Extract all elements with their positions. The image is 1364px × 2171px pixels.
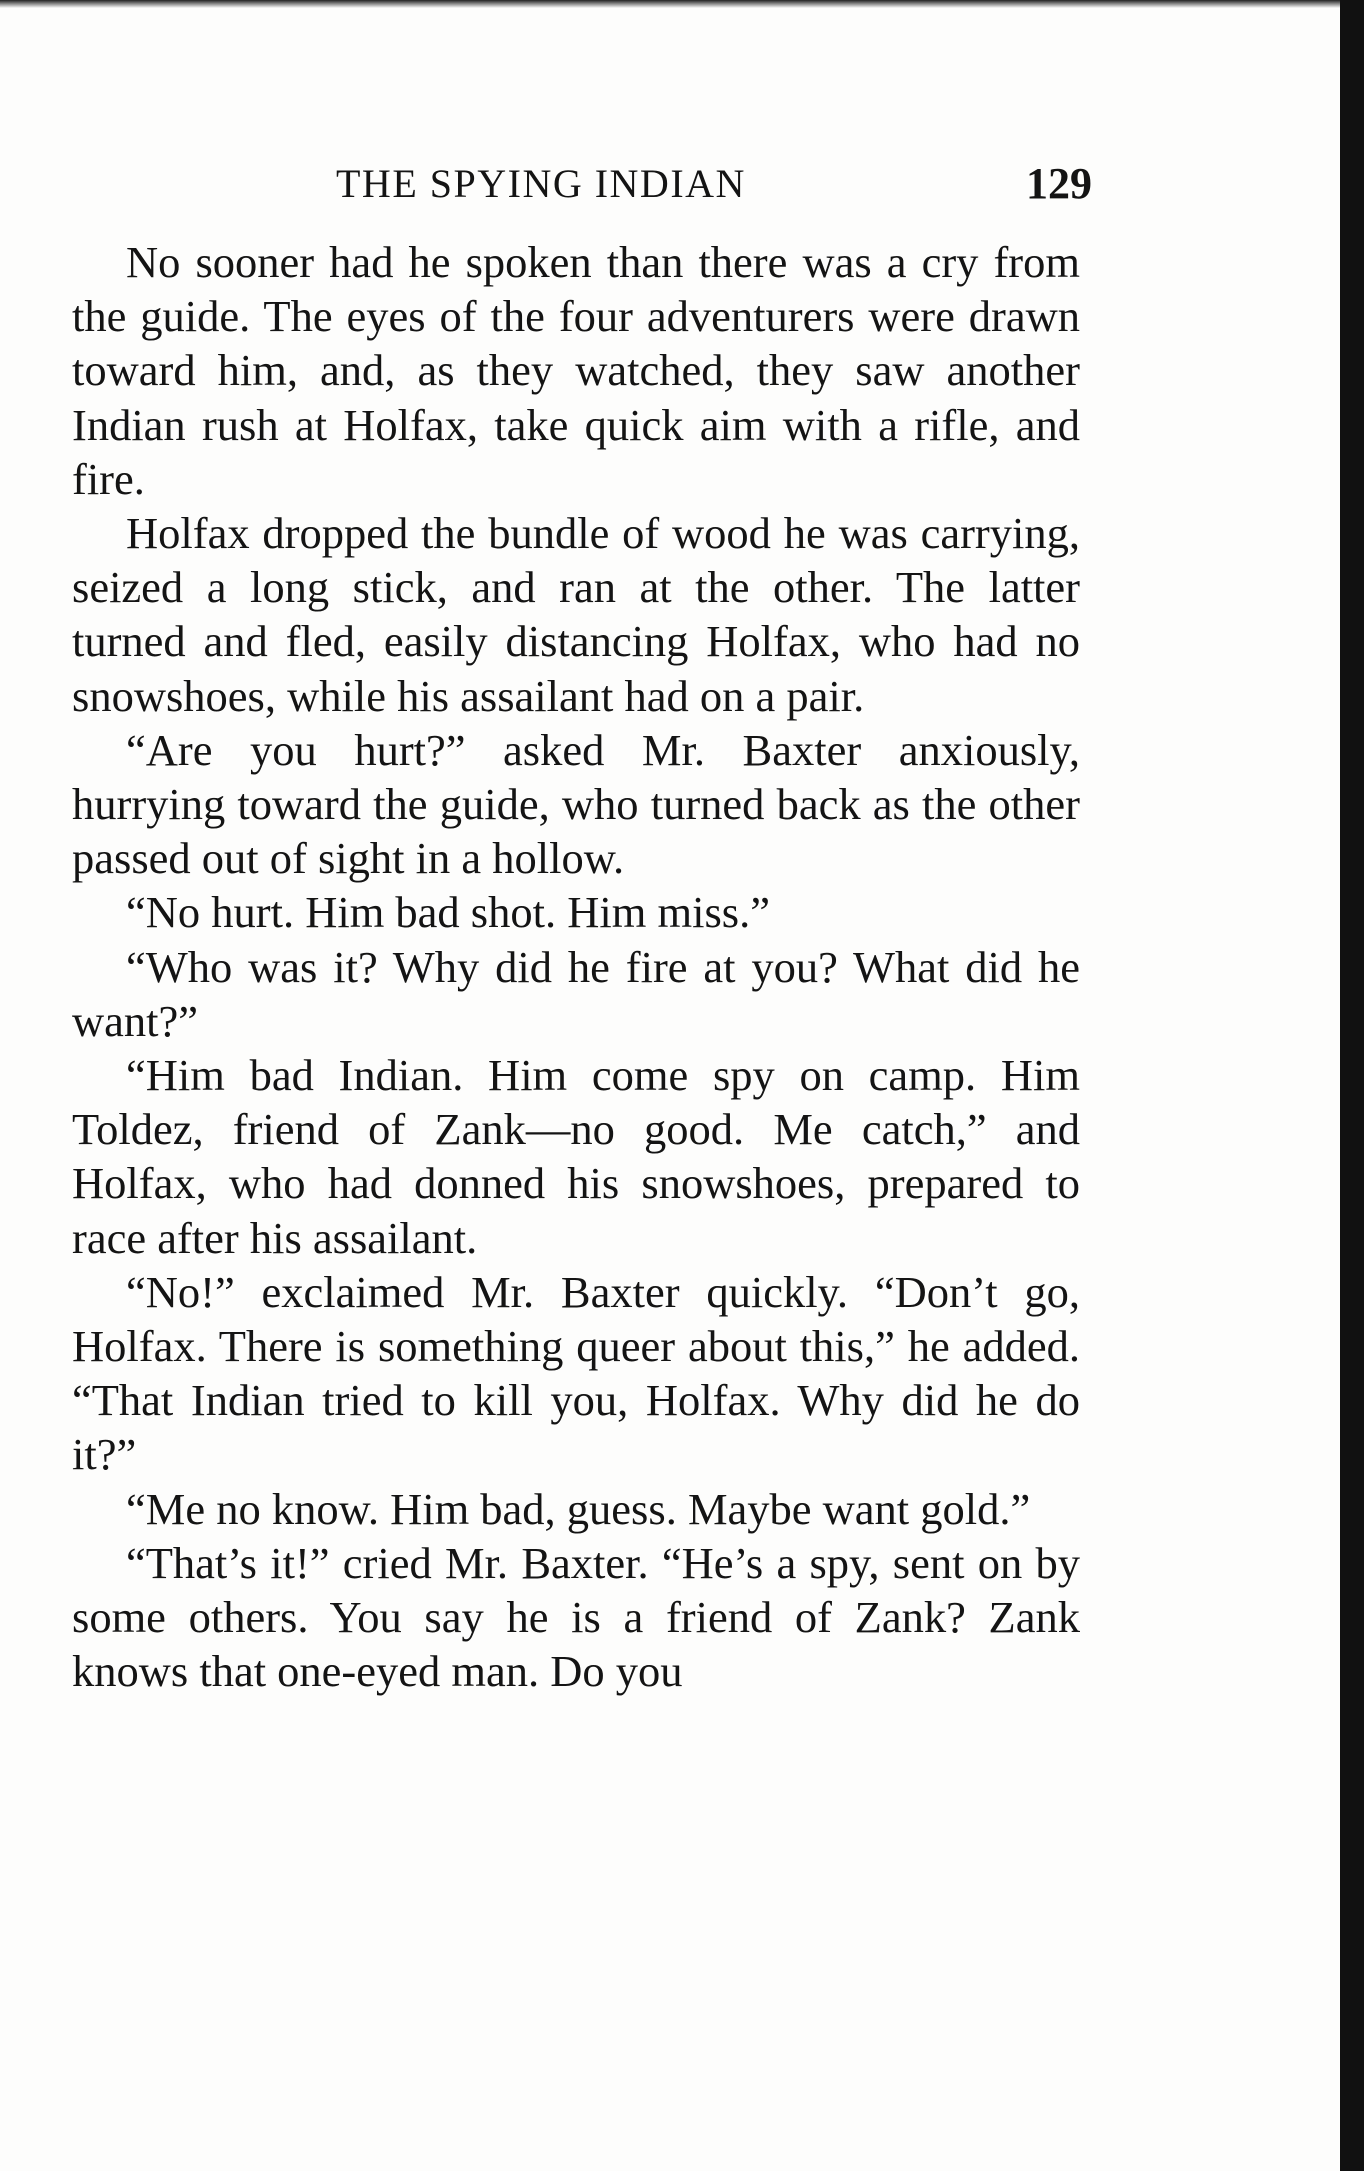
running-title: THE SPYING INDIAN [336,161,746,206]
paragraph: “Him bad Indian. Him come spy on camp. Him Toldez, friend of Zank—no good. Me catch,” and Holfax, who had donned his snowshoes, prepared to race after his assailant. [72,1050,1080,1263]
page-top-edge [0,0,1340,8]
paragraph: No sooner had he spoken than there was a cry from the guide. The eyes of the four adventurers were drawn toward him, and, as they watched, they saw another Indian rush at Holfax, take quick aim with a rifle, and fire. [72,237,1080,504]
page-number: 129 [1026,159,1092,208]
paragraph: “No!” exclaimed Mr. Baxter quickly. “Don’t go, Holfax. There is something queer about this,” he added. “That Indian tried to kill you, Holfax. Why did he do it?” [72,1266,1080,1480]
paragraph: Holfax dropped the bundle of wood he was carrying, seized a long stick, and ran at the other. The latter turned and fled, easily distancing Holfax, who had no snowshoes, while his assailant had on a pair. [72,508,1080,721]
page-header [72,158,1092,218]
paragraph: “Me no know. Him bad, guess. Maybe want gold.” [126,1483,1031,1534]
paragraph: “Who was it? Why did he fire at you? What did he want?” [72,941,1080,1046]
paragraph: “No hurt. Him bad shot. Him miss.” [126,887,770,938]
scan-right-border [1340,0,1364,2171]
paragraph: “That’s it!” cried Mr. Baxter. “He’s a spy, sent on by some others. You say he is a friend of Zank? Zank knows that one-eyed man. Do you [72,1537,1080,1697]
paragraph: “Are you hurt?” asked Mr. Baxter anxiously, hurrying toward the guide, who turned back as the other passed out of sight in a hollow. [72,724,1080,884]
body-text [72,235,1080,1698]
